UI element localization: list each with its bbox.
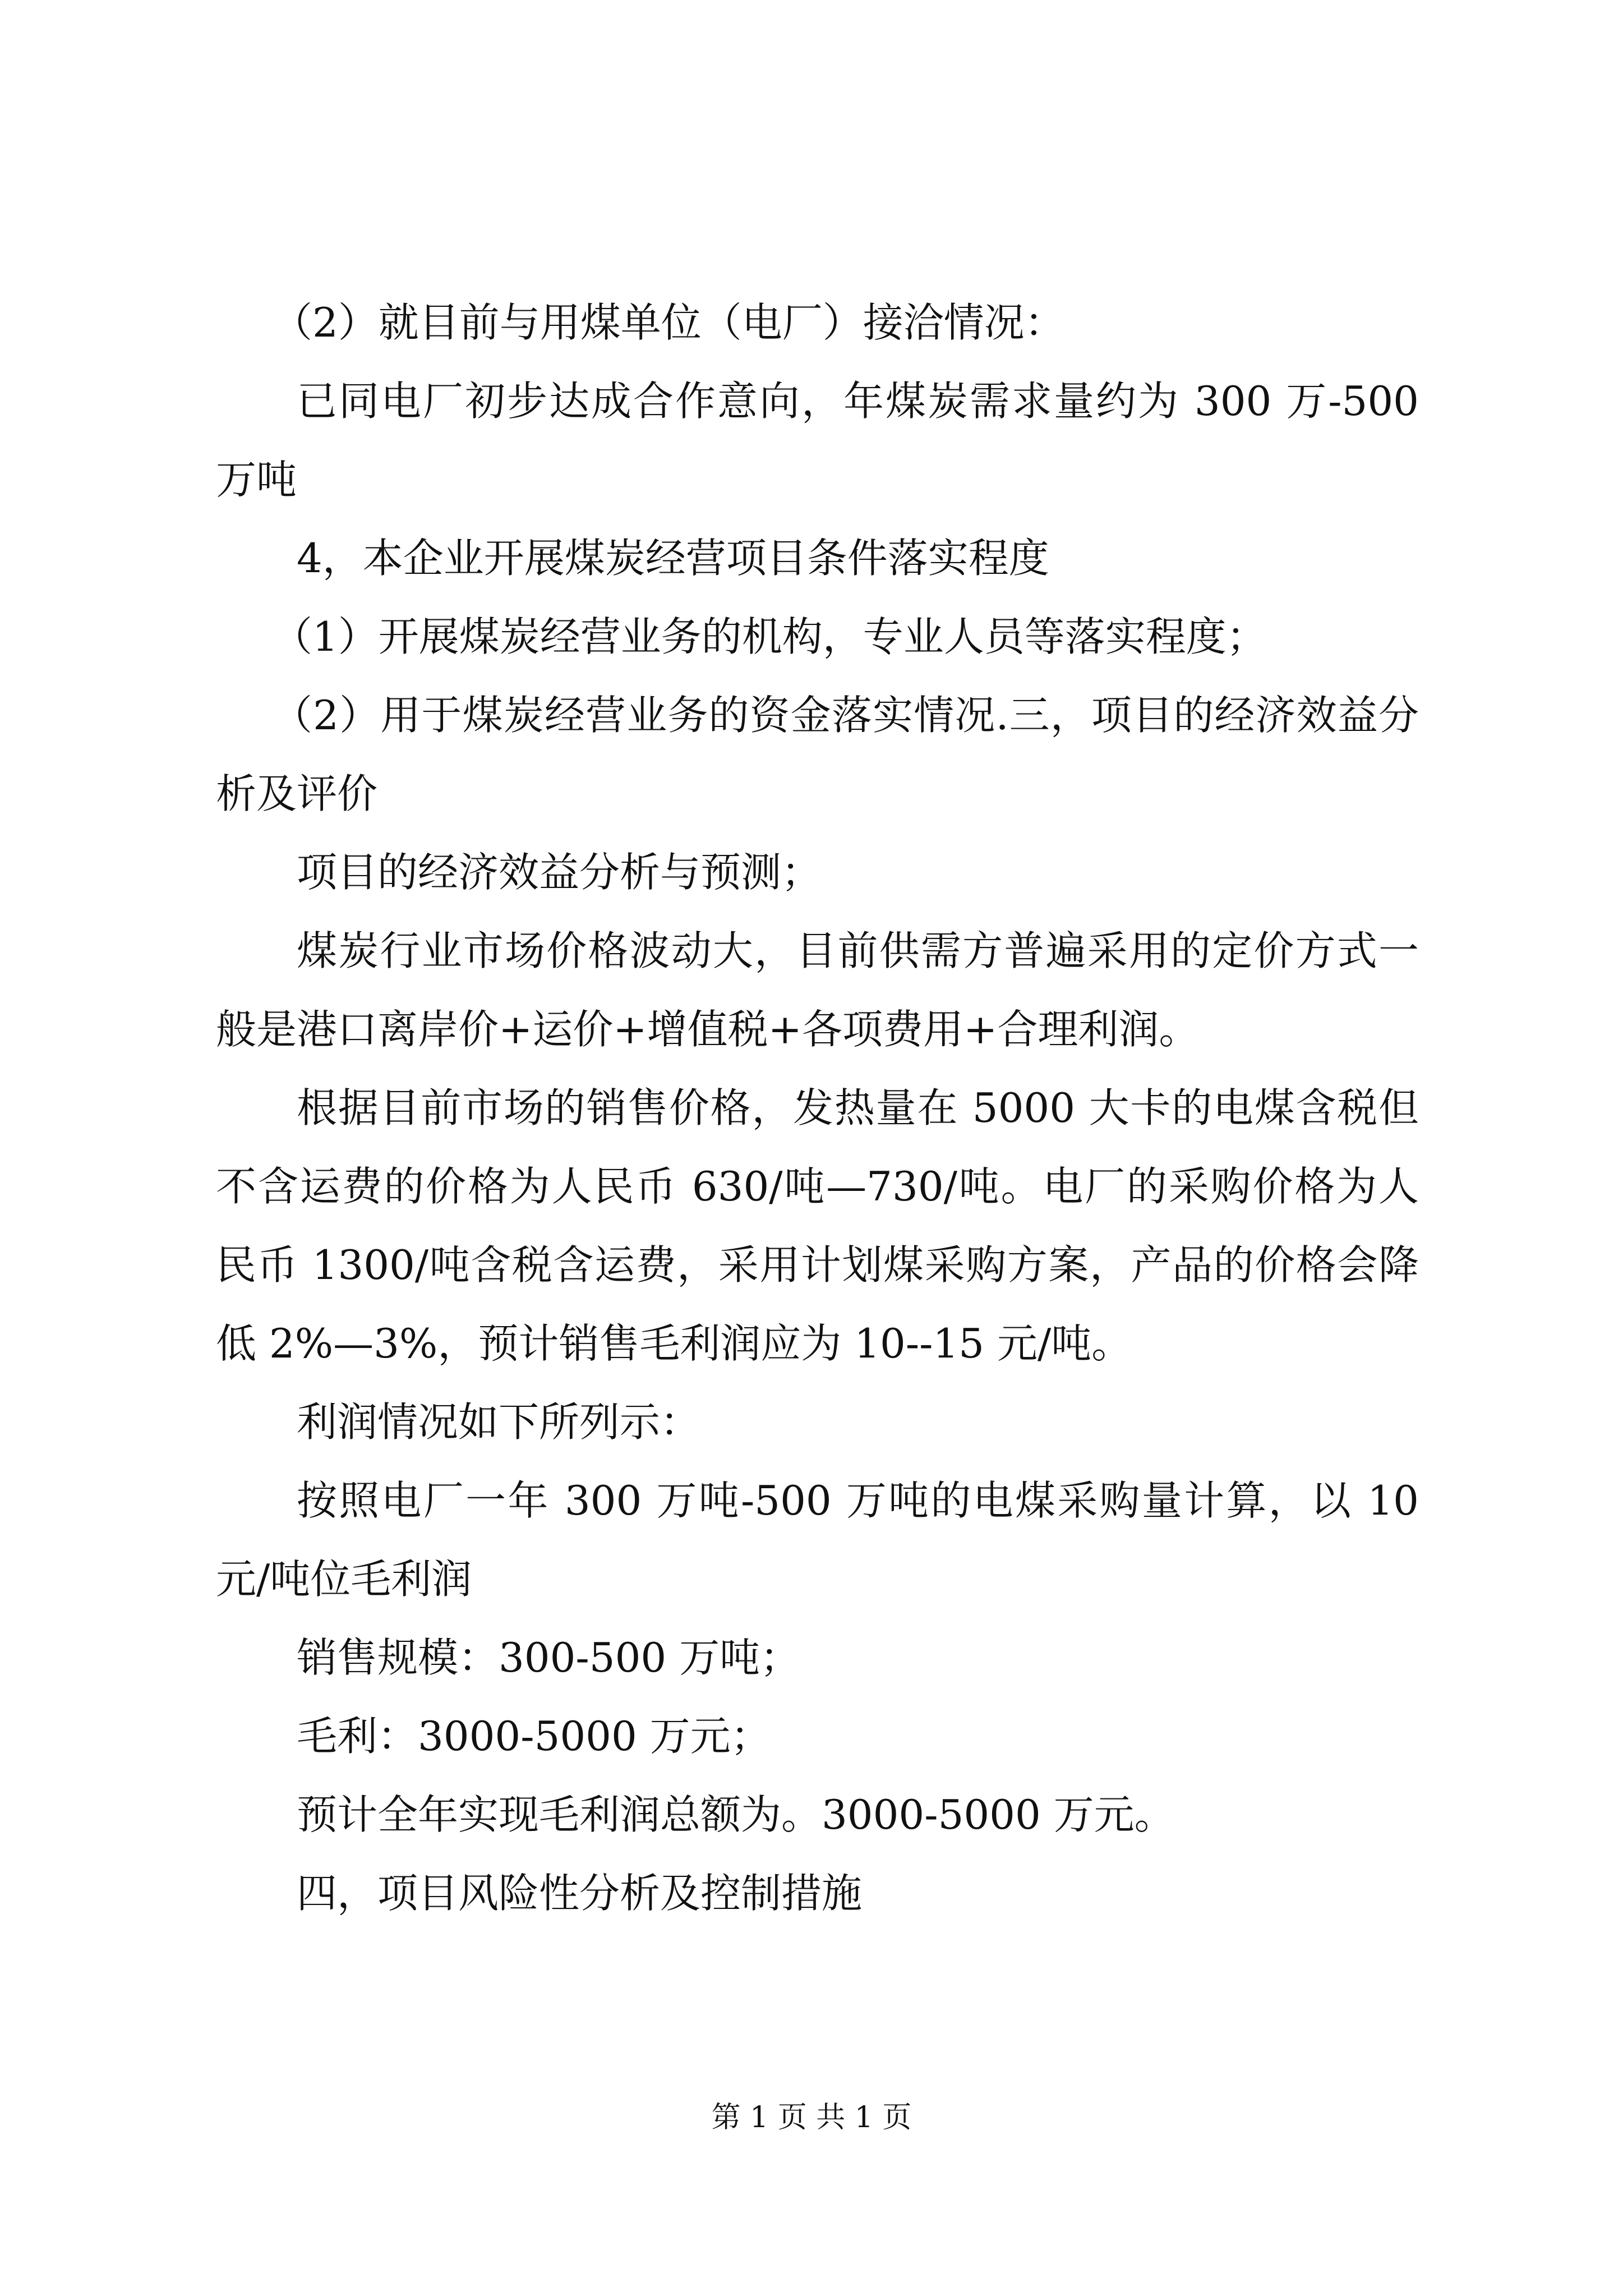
paragraph-14: 四，项目风险性分析及控制措施 bbox=[297, 1870, 863, 1917]
paragraph-13: 预计全年实现毛利润总额为。3000-5000 万元。 bbox=[297, 1791, 1175, 1838]
page-footer: 第 1 页 共 1 页 bbox=[711, 2101, 912, 2134]
paragraph-11: 销售规模：300-500 万吨； bbox=[297, 1634, 801, 1681]
paragraph-3: 4，本企业开展煤炭经营项目条件落实程度 bbox=[297, 535, 1049, 582]
paragraph-9: 利润情况如下所列示： bbox=[297, 1398, 701, 1446]
paragraph-7: 煤炭行业市场价格波动大，目前供需方普遍采用的定价方式一般是港口离岸价+运价+增值税+各项费用+合理利润。 bbox=[216, 927, 1419, 1053]
paragraph-1: （2）就目前与用煤单位（电厂）接洽情况： bbox=[272, 299, 1065, 346]
paragraph-12: 毛利：3000-5000 万元； bbox=[297, 1713, 771, 1760]
paragraph-8: 根据目前市场的销售价格，发热量在 5000 大卡的电煤含税但不含运费的价格为人民币 630/吨—730/吨。电厂的采购价格为人民币 1300/吨含税含运费，采用计划煤采购方案，产品的价格会降低 2%—3%，预计销售毛利润应为 10--15 元/吨。 bbox=[216, 1084, 1419, 1367]
paragraph-2: 已同电厂初步达成合作意向，年煤炭需求量约为 300 万-500 万吨 bbox=[216, 378, 1419, 503]
paragraph-4: （1）开展煤炭经营业务的机构，专业人员等落实程度； bbox=[272, 613, 1267, 660]
paragraph-10: 按照电厂一年 300 万吨-500 万吨的电煤采购量计算，以 10 元/吨位毛利润 bbox=[216, 1477, 1419, 1603]
document-body bbox=[216, 283, 1419, 1932]
paragraph-5: （2）用于煤炭经营业务的资金落实情况.三，项目的经济效益分析及评价 bbox=[216, 692, 1419, 817]
paragraph-6: 项目的经济效益分析与预测； bbox=[297, 849, 822, 896]
